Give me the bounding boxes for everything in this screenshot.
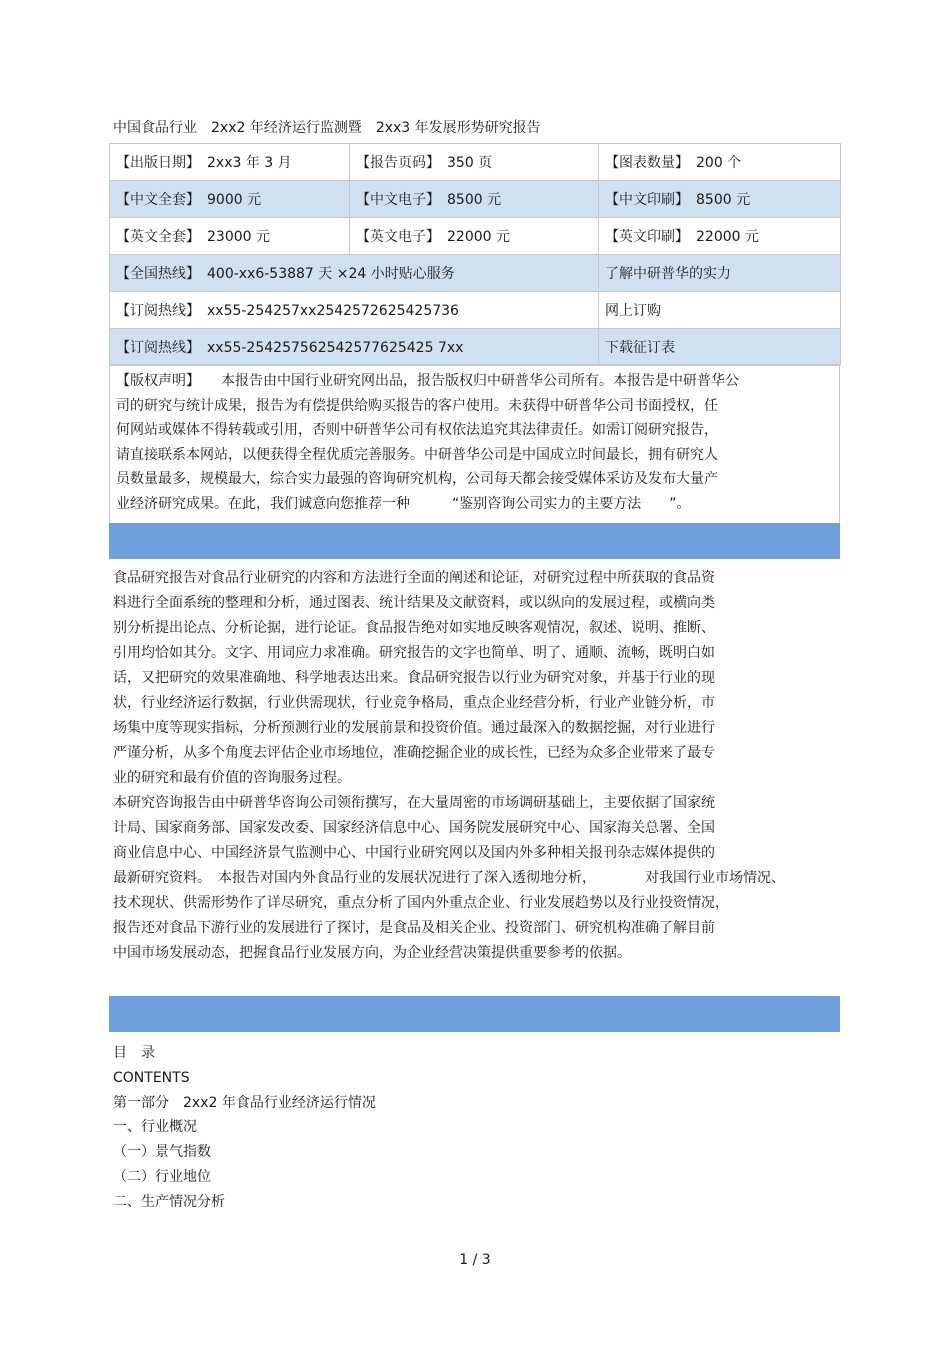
contact-row-subscribe-2 [110, 329, 841, 366]
intro-line: 引用均恰如其分。文字、用词应力求准确。研究报告的文字也简单、明了、通顺、流畅，既明白如 [113, 645, 715, 661]
toc-item: 第一部分 2xx2 年食品行业经济运行情况 [113, 1094, 376, 1111]
intro-line: 状，行业经济运行数据，行业供需现状，行业竞争格局，重点企业经营分析，行业产业链分析，市 [113, 695, 715, 711]
intro-line: 技术现状、供需形势作了详尽研究，重点分析了国内外重点企业、行业发展趋势以及行业投资情况， [113, 895, 729, 911]
section-divider-band [109, 523, 840, 559]
intro-line: 别分析提出论点、分析论据，进行论证。食品报告绝对如实地反映客观情况，叙述、说明、推断、 [113, 620, 715, 636]
copyright-line: 员数量最多，规模最大，综合实力最强的咨询研究机构，公司每天都会接受媒体采访及发布大量产 [116, 471, 718, 487]
contact-row-hotline [110, 255, 841, 292]
national-hotline-cell: 【全国热线】 400-xx6-53887 天 ×24 小时贴心服务 [110, 255, 599, 292]
intro-line: 场集中度等现实指标，分析预测行业的发展前景和投资价值。通过最深入的数据挖掘，对行业进行 [113, 720, 715, 736]
intro-line: 最新研究资料。 本报告对国内外食品行业的发展状况进行了深入透彻地分析， 对我国行业市场情况、 [113, 870, 785, 886]
report-introduction [113, 566, 833, 966]
intro-line: 本研究咨询报告由中研普华咨询公司领衔撰写，在大量周密的市场调研基础上，主要依据了国家统 [113, 795, 715, 811]
intro-line: 严谨分析，从多个角度去评估企业市场地位，准确挖掘企业的成长性，已经为众多企业带来了最专 [113, 745, 715, 761]
publish-date-cell: 【出版日期】 2xx3 年 3 月 [110, 144, 350, 181]
download-order-form-link[interactable]: 下载征订表 [599, 329, 841, 366]
contact-row-subscribe-1 [110, 292, 841, 329]
intro-line: 计局、国家商务部、国家发改委、国家经济信息中心、国务院发展研究中心、国家海关总署、全国 [113, 820, 715, 836]
toc-subheading: CONTENTS [113, 1069, 190, 1086]
copyright-line: 【版权声明】 本报告由中国行业研究网出品，报告版权归中研普华公司所有。本报告是中研普华公 [116, 373, 739, 389]
table-of-contents [113, 1041, 833, 1215]
toc-item: （二）行业地位 [113, 1168, 211, 1185]
copyright-line: 何网站或媒体不得转载或引用，否则中研普华公司有权依法追究其法律责任。如需订阅研究报告， [116, 422, 718, 438]
subscribe-hotline-cell-1: 【订阅热线】 xx55-254257xx2542572625425736 [110, 292, 599, 329]
copyright-line: 业经济研究成果。在此，我们诚意向您推荐一种 “鉴别咨询公司实力的主要方法 ”。 [116, 495, 691, 512]
chinese-electronic-price-cell: 【中文电子】 8500 元 [350, 181, 599, 218]
intro-line: 业的研究和最有价值的咨询服务过程。 [113, 770, 351, 786]
toc-item: （一）景气指数 [113, 1144, 211, 1161]
report-info-table [109, 143, 841, 366]
page-count-cell: 【报告页码】 350 页 [350, 144, 599, 181]
chinese-full-price-cell: 【中文全套】 9000 元 [110, 181, 350, 218]
chinese-print-price-cell: 【中文印刷】 8500 元 [599, 181, 841, 218]
chart-count-cell: 【图表数量】 200 个 [599, 144, 841, 181]
page-number: 1 / 3 [459, 1252, 491, 1268]
toc-heading: 目 录 [113, 1045, 155, 1061]
section-divider-band [109, 996, 840, 1032]
toc-item: 一、行业概况 [113, 1119, 197, 1136]
info-row-english-price [110, 218, 841, 255]
toc-item: 二、生产情况分析 [113, 1193, 225, 1210]
english-print-price-cell: 【英文印刷】 22000 元 [599, 218, 841, 255]
intro-line: 食品研究报告对食品行业研究的内容和方法进行全面的阐述和论证，对研究过程中所获取的食品资 [113, 570, 715, 586]
copyright-notice [109, 364, 840, 526]
intro-line: 料进行全面系统的整理和分析，通过图表、统计结果及文献资料，或以纵向的发展过程，或横向类 [113, 595, 715, 611]
english-electronic-price-cell: 【英文电子】 22000 元 [350, 218, 599, 255]
intro-line: 商业信息中心、中国经济景气监测中心、中国行业研究网以及国内外多种相关报刊杂志媒体提供的 [113, 845, 715, 861]
copyright-line: 司的研究与统计成果，报告为有偿提供给购买报告的客户使用。未获得中研普华公司书面授权，任 [116, 397, 718, 414]
info-row-chinese-price [110, 181, 841, 218]
intro-line: 话，又把研究的效果准确地、科学地表达出来。食品研究报告以行业为研究对象，并基于行业的现 [113, 670, 715, 686]
intro-line: 中国市场发展动态，把握食品行业发展方向，为企业经营决策提供重要参考的依据。 [113, 945, 631, 961]
learn-strength-link[interactable]: 了解中研普华的实力 [599, 255, 841, 292]
online-order-link[interactable]: 网上订购 [599, 292, 841, 329]
report-title: 中国食品行业 2xx2 年经济运行监测暨 2xx3 年发展形势研究报告 [113, 120, 541, 136]
copyright-line: 请直接联系本网站，以便获得全程优质完善服务。中研普华公司是中国成立时间最长，拥有研究人 [116, 446, 718, 463]
intro-line: 报告还对食品下游行业的发展进行了探讨，是食品及相关企业、投资部门、研究机构准确了解目前 [113, 920, 715, 936]
english-full-price-cell: 【英文全套】 23000 元 [110, 218, 350, 255]
info-row-publish [110, 144, 841, 181]
subscribe-hotline-cell-2: 【订阅热线】 xx55-254257562542577625425 7xx [110, 329, 599, 366]
